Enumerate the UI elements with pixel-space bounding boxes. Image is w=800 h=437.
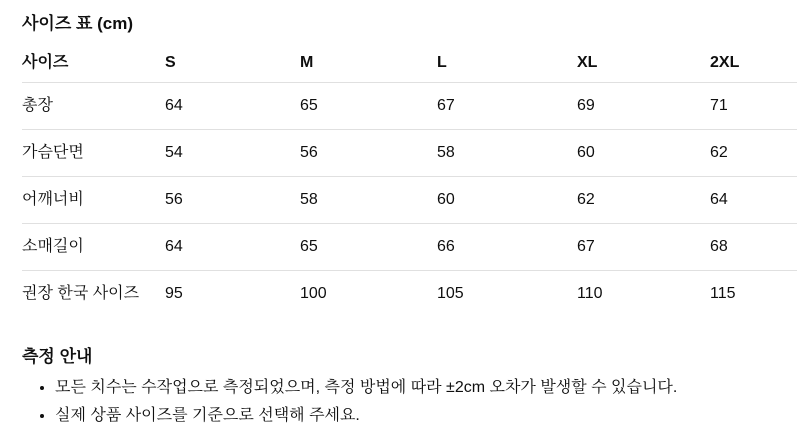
table-cell: 115	[710, 285, 736, 302]
table-row-chest-width	[22, 130, 797, 177]
note-item: • 실제 상품 사이즈를 기준으로 선택해 주세요.	[55, 406, 797, 425]
header-cell-m: M	[300, 46, 437, 83]
table-cell: 95	[165, 285, 183, 302]
table-cell: 71	[710, 83, 797, 130]
row-label: 소매길이	[22, 224, 165, 271]
table-cell: 67	[437, 83, 577, 130]
header-cell-xl: XL	[577, 46, 710, 83]
table-cell: 66	[437, 224, 577, 271]
table-cell: 56	[300, 130, 437, 177]
size-table-header	[22, 46, 797, 83]
note-item: • 모든 치수는 수작업으로 측정되었으며, 측정 방법에 따라 ±2cm 오차가 발생할 수 있습니다.	[55, 378, 797, 397]
table-row-shoulder-width	[22, 177, 797, 224]
table-cell: 67	[577, 224, 710, 271]
header-row	[22, 46, 797, 83]
table-cell: 105	[437, 285, 464, 302]
table-cell: 54	[165, 130, 300, 177]
measurement-notes-list	[22, 378, 797, 425]
table-row-recommended-kr-size	[22, 271, 797, 318]
table-cell: 110	[577, 285, 603, 302]
row-label: 어깨너비	[22, 177, 165, 224]
header-cell-l: L	[437, 46, 577, 83]
table-cell: 60	[577, 130, 710, 177]
row-label: 가슴단면	[22, 130, 165, 177]
header-cell-s: S	[165, 46, 300, 83]
table-cell: 65	[300, 224, 437, 271]
table-cell: 62	[577, 177, 710, 224]
table-cell: 64	[710, 177, 797, 224]
table-cell: 60	[437, 177, 577, 224]
table-cell: 65	[300, 83, 437, 130]
table-cell: 58	[300, 177, 437, 224]
table-cell: 69	[577, 83, 710, 130]
row-label: 총장	[22, 83, 165, 130]
table-cell: 58	[437, 130, 577, 177]
size-table-body	[22, 83, 797, 318]
table-cell: 64	[165, 83, 300, 130]
table-cell: 62	[710, 130, 797, 177]
page-title: 사이즈 표 (cm)	[22, 14, 134, 33]
table-cell: 68	[710, 224, 797, 271]
table-row-total-length	[22, 83, 797, 130]
row-label: 권장 한국 사이즈	[22, 285, 140, 302]
header-cell-2xl: 2XL	[710, 46, 797, 83]
size-table	[22, 46, 797, 317]
table-cell: 64	[165, 224, 300, 271]
table-cell: 100	[300, 285, 327, 302]
table-row-sleeve-length	[22, 224, 797, 271]
measurement-notes-title: 측정 안내	[22, 347, 93, 366]
header-cell-size: 사이즈	[22, 46, 165, 83]
table-cell: 56	[165, 177, 300, 224]
